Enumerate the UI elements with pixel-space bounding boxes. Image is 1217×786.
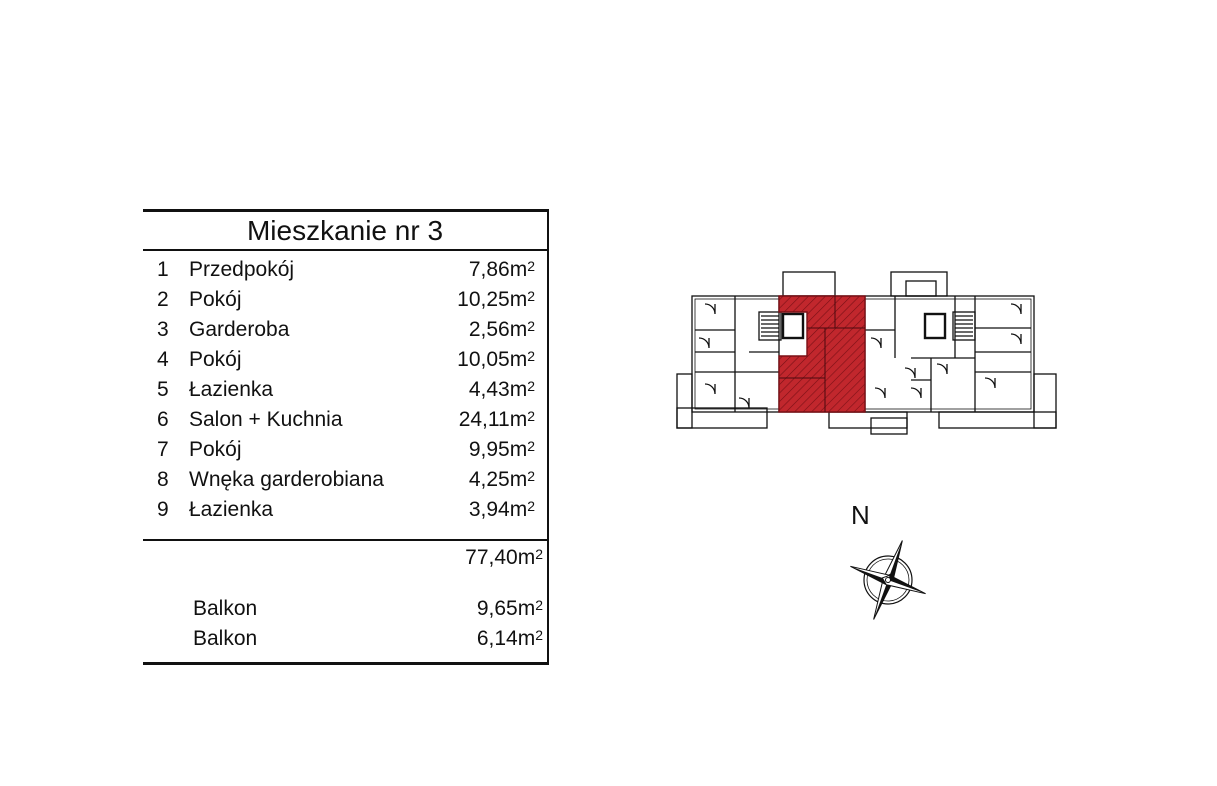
balcony-row [143, 624, 547, 654]
balcony-name: Balkon [193, 627, 258, 650]
room-area: $10,05m^2$ [457, 348, 535, 371]
room-number: 6 [157, 408, 169, 431]
room-number: 9 [157, 498, 169, 521]
room-row [143, 405, 547, 435]
room-name: Przedpokój [189, 258, 295, 281]
room-area: $7,86m^2$ [468, 258, 535, 281]
total-area: $77,40m^2$ [465, 546, 543, 569]
room-name: Salon + Kuchnia [189, 408, 343, 431]
room-number: 2 [157, 288, 169, 311]
room-area: $4,43m^2$ [468, 378, 535, 401]
room-row [143, 345, 547, 375]
room-area: $3,94m^2$ [468, 498, 535, 521]
room-row [143, 435, 547, 465]
room-number: 5 [157, 378, 169, 401]
room-area: $24,11m^2$ [458, 408, 535, 431]
room-number: 3 [157, 318, 169, 341]
room-number: 7 [157, 438, 169, 461]
room-name: Pokój [189, 288, 242, 311]
north-label: N [851, 500, 870, 530]
total-divider [143, 539, 547, 541]
room-row [143, 495, 547, 525]
balcony-area: $6,14m^2$ [476, 627, 543, 650]
room-number: 4 [157, 348, 169, 371]
apartment-title: Mieszkanie nr 3 [143, 212, 547, 251]
balcony-row [143, 594, 547, 624]
floor-plan [675, 268, 1059, 438]
room-area: $9,95m^2$ [468, 438, 535, 461]
balcony-name: Balkon [193, 597, 258, 620]
compass-rose-icon [848, 500, 928, 620]
room-name: Wnęka garderobiana [189, 468, 384, 491]
room-number: 8 [157, 468, 169, 491]
room-name: Pokój [189, 348, 242, 371]
room-row [143, 255, 547, 285]
balcony-area: $9,65m^2$ [476, 597, 543, 620]
room-row [143, 285, 547, 315]
room-name: Łazienka [189, 378, 274, 401]
room-row [143, 375, 547, 405]
room-name: Pokój [189, 438, 242, 461]
room-name: Garderoba [189, 318, 290, 341]
room-row [143, 315, 547, 345]
room-name: Łazienka [189, 498, 274, 521]
room-area: $10,25m^2$ [457, 288, 535, 311]
room-row [143, 465, 547, 495]
room-area: $4,25m^2$ [468, 468, 535, 491]
room-area: $2,56m^2$ [468, 318, 535, 341]
room-number: 1 [157, 258, 169, 281]
apartment-area-table [143, 209, 549, 665]
